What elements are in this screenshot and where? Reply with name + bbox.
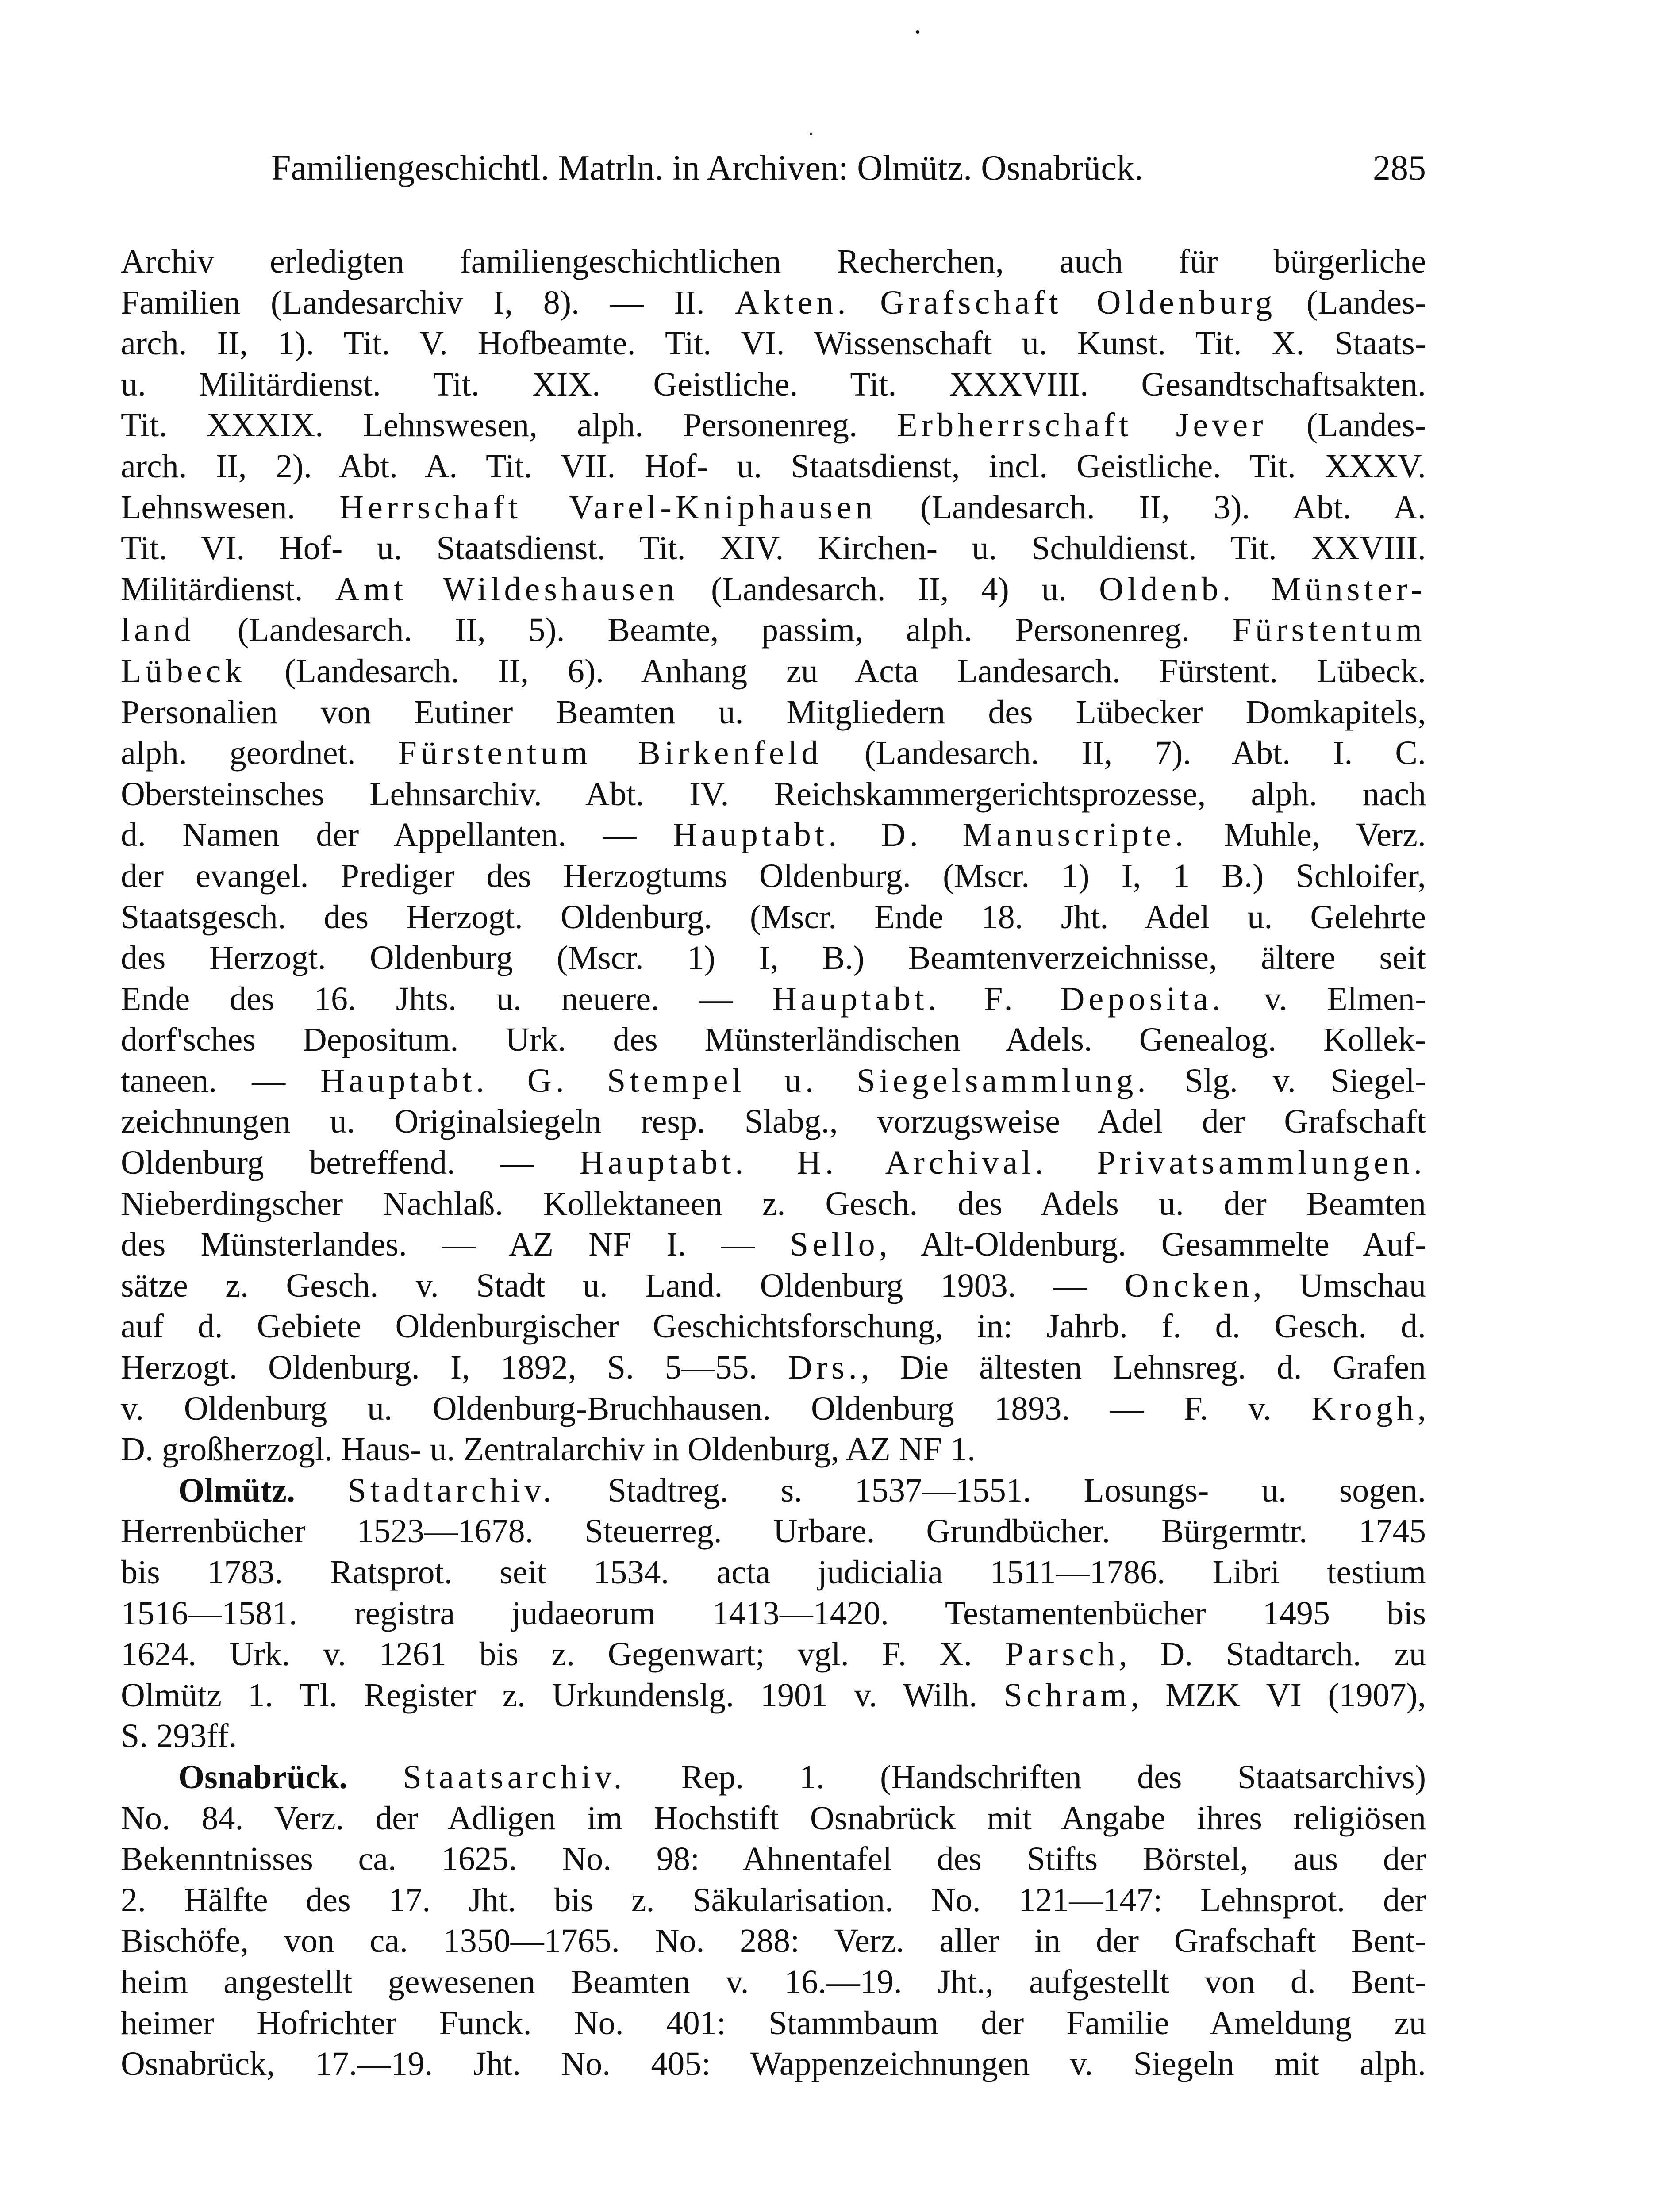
text-line bbox=[121, 487, 1426, 528]
spaced-emphasis: land bbox=[121, 611, 195, 649]
text-run: (Landes- bbox=[1276, 284, 1426, 321]
text-line bbox=[121, 774, 1426, 815]
text-line bbox=[121, 733, 1426, 774]
spaced-emphasis: Fürstentum bbox=[1232, 611, 1426, 649]
text-line bbox=[121, 1101, 1426, 1142]
text-run: v. Oldenburg u. Oldenburg-Bruchhausen. Oldenburg 1893. — F. v. bbox=[121, 1390, 1312, 1427]
text-run: , bbox=[1418, 1390, 1426, 1427]
spaced-emphasis: Hauptabt. D. Manuscripte. bbox=[672, 816, 1187, 854]
text-run: Tit. XXXIX. Lehnswesen, alph. Personenreg. bbox=[121, 407, 897, 444]
text-run: S. 293ff. bbox=[121, 1717, 237, 1755]
text-line bbox=[121, 446, 1426, 487]
text-line bbox=[121, 1183, 1426, 1225]
text-run: sätze z. Gesch. v. Stadt u. Land. Oldenburg 1903. — bbox=[121, 1267, 1125, 1304]
text-run: (Landesarch. II, 5). Beamte, passim, alph. Personenreg. bbox=[195, 611, 1233, 649]
spaced-emphasis: Lübeck bbox=[121, 652, 246, 690]
text-run: alph. geordnet. bbox=[121, 734, 398, 772]
paragraph-first-line bbox=[121, 1757, 1426, 1798]
text-run: 1624. Urk. v. 1261 bis z. Gegenwart; vgl. F. X. bbox=[121, 1636, 1005, 1673]
text-run: der evangel. Prediger des Herzogtums Oldenburg. (Mscr. 1) I, 1 B.) Schloifer, bbox=[121, 857, 1426, 895]
text-line bbox=[121, 937, 1426, 979]
text-line bbox=[121, 979, 1426, 1020]
place-heading: Olmütz. bbox=[178, 1471, 295, 1509]
spaced-emphasis: Stadtarchiv. bbox=[347, 1471, 556, 1509]
text-run: (Landesarch. II, 3). Abt. A. bbox=[876, 488, 1426, 526]
text-run bbox=[295, 1472, 348, 1509]
text-run: Militärdienst. bbox=[121, 570, 335, 608]
text-run: Slg. v. Siegel- bbox=[1149, 1062, 1426, 1099]
text-line bbox=[121, 856, 1426, 897]
text-run: des Herzogt. Oldenburg (Mscr. 1) I, B.) Beamtenverzeichnisse, ältere seit bbox=[121, 939, 1426, 977]
text-run: Bischöfe, von ca. 1350—1765. No. 288: Verz. aller in der Grafschaft Bent- bbox=[121, 1922, 1426, 1960]
page-header bbox=[121, 146, 1426, 190]
spaced-emphasis: Oldenb. Münster- bbox=[1099, 570, 1426, 608]
text-run: (Landesarch. II, 7). Abt. I. C. bbox=[822, 734, 1426, 772]
page-number: 285 bbox=[1373, 149, 1426, 188]
spaced-emphasis: Amt Wildeshausen bbox=[335, 570, 679, 608]
spaced-emphasis: Parsch bbox=[1005, 1636, 1119, 1673]
text-run: Familien (Landesarchiv I, 8). — II. bbox=[121, 284, 735, 321]
text-line bbox=[121, 323, 1426, 364]
text-run: heim angestellt gewesenen Beamten v. 16.—19. Jht., aufgestellt von d. Bent- bbox=[121, 1963, 1426, 2001]
text-line bbox=[121, 1962, 1426, 2003]
text-line bbox=[121, 814, 1426, 856]
spaced-emphasis: Staatsarchiv. bbox=[403, 1758, 626, 1796]
text-line bbox=[121, 1552, 1426, 1593]
spaced-emphasis: Krogh bbox=[1311, 1390, 1418, 1427]
text-run: Osnabrück, 17.—19. Jht. No. 405: Wappenzeichnungen v. Siegeln mit alph. bbox=[121, 2045, 1426, 2083]
text-line bbox=[121, 2043, 1426, 2085]
text-run: Lehnswesen. bbox=[121, 488, 340, 526]
text-run: arch. II, 2). Abt. A. Tit. VII. Hof- u. Staatsdienst, incl. Geistliche. Tit. XXXV. bbox=[121, 447, 1426, 485]
text-line bbox=[121, 569, 1426, 610]
text-run: (Landesarch. II, 4) u. bbox=[678, 570, 1099, 608]
text-run: Nieberdingscher Nachlaß. Kollektaneen z. Gesch. des Adels u. der Beamten bbox=[121, 1185, 1426, 1222]
spaced-emphasis: Schram bbox=[1003, 1676, 1131, 1714]
text-run: D. großherzogl. Haus- u. Zentralarchiv in Oldenburg, AZ NF 1. bbox=[121, 1431, 976, 1468]
text-line bbox=[121, 405, 1426, 446]
spaced-emphasis: Hauptabt. G. Stempel u. Siegelsammlung. bbox=[320, 1062, 1150, 1099]
text-run: (Landesarch. II, 6). Anhang zu Acta Landesarch. Fürstent. Lübeck. bbox=[246, 652, 1426, 690]
text-line bbox=[121, 1224, 1426, 1265]
text-run: (Landes- bbox=[1267, 407, 1426, 444]
text-run: Personalien von Eutiner Beamten u. Mitgliedern des Lübecker Domkapitels, bbox=[121, 693, 1426, 731]
text-run: u. Militärdienst. Tit. XIX. Geistliche. Tit. XXXVIII. Gesandtschaftsakten. bbox=[121, 365, 1426, 403]
scan-speck bbox=[916, 30, 919, 34]
text-run: Stadtreg. s. 1537—1551. Losungs- u. sogen. bbox=[555, 1471, 1426, 1509]
scan-speck bbox=[810, 133, 812, 135]
text-run: Muhle, Verz. bbox=[1187, 816, 1426, 854]
text-run: dorf'sches Depositum. Urk. des Münsterländischen Adels. Genealog. Kollek- bbox=[121, 1021, 1426, 1059]
text-run: , MZK VI (1907), bbox=[1130, 1676, 1426, 1714]
text-line bbox=[121, 364, 1426, 405]
text-run: Herzogt. Oldenburg. I, 1892, S. 5—55. bbox=[121, 1349, 788, 1386]
text-line bbox=[121, 1306, 1426, 1347]
text-line bbox=[121, 1593, 1426, 1634]
text-run: Ende des 16. Jhts. u. neuere. — bbox=[121, 980, 772, 1018]
text-line bbox=[121, 1675, 1426, 1716]
spaced-emphasis: Sello bbox=[789, 1226, 879, 1263]
spaced-emphasis: Herrschaft Varel-Kniphausen bbox=[339, 488, 876, 526]
text-line bbox=[121, 1060, 1426, 1102]
text-run: arch. II, 1). Tit. V. Hofbeamte. Tit. VI. Wissenschaft u. Kunst. Tit. X. Staats- bbox=[121, 325, 1426, 362]
text-run: Oldenburg betreffend. — bbox=[121, 1144, 580, 1182]
text-run: des Münsterlandes. — AZ NF I. — bbox=[121, 1226, 790, 1263]
text-line bbox=[121, 651, 1426, 692]
text-run: Obersteinsches Lehnsarchiv. Abt. IV. Reichskammergerichtsprozesse, alph. nach bbox=[121, 775, 1426, 813]
text-line bbox=[121, 528, 1426, 569]
text-run: Bekenntnisses ca. 1625. No. 98: Ahnentafel des Stifts Börstel, aus der bbox=[121, 1840, 1426, 1878]
spaced-emphasis: Oncken bbox=[1124, 1267, 1253, 1304]
text-run bbox=[347, 1759, 403, 1796]
running-title: Familiengeschichtl. Matrln. in Archiven: Olmütz. Osnabrück. bbox=[271, 149, 1143, 188]
spaced-emphasis: Hauptabt. F. Deposita. bbox=[772, 980, 1225, 1018]
text-line bbox=[121, 610, 1426, 651]
text-run: 2. Hälfte des 17. Jht. bis z. Säkularisation. No. 121—147: Lehnsprot. der bbox=[121, 1881, 1426, 1919]
body-text bbox=[121, 241, 1426, 2085]
paragraph-first-line bbox=[121, 1470, 1426, 1511]
text-line bbox=[121, 1429, 1426, 1470]
text-run: , Umschau bbox=[1253, 1267, 1426, 1304]
spaced-emphasis: Grafschaft Oldenburg bbox=[880, 284, 1276, 321]
text-run bbox=[850, 284, 880, 321]
text-line bbox=[121, 1347, 1426, 1388]
text-run: zeichnungen u. Originalsiegeln resp. Slabg., vorzugsweise Adel der Grafschaft bbox=[121, 1103, 1426, 1141]
text-run: Staatsgesch. des Herzogt. Oldenburg. (Mscr. Ende 18. Jht. Adel u. Gelehrte bbox=[121, 898, 1426, 936]
text-line bbox=[121, 1388, 1426, 1429]
text-line bbox=[121, 1019, 1426, 1060]
text-run: Olmütz 1. Tl. Register z. Urkundenslg. 1901 v. Wilh. bbox=[121, 1676, 1004, 1714]
text-line bbox=[121, 1920, 1426, 1962]
text-line bbox=[121, 2003, 1426, 2044]
text-line bbox=[121, 1511, 1426, 1552]
text-run: d. Namen der Appellanten. — bbox=[121, 816, 673, 854]
text-line bbox=[121, 1798, 1426, 1839]
text-run: Tit. VI. Hof- u. Staatsdienst. Tit. XIV. Kirchen- u. Schuldienst. Tit. XXVIII. bbox=[121, 530, 1426, 567]
text-line bbox=[121, 1142, 1426, 1183]
text-line bbox=[121, 1634, 1426, 1675]
spaced-emphasis: Fürstentum Birkenfeld bbox=[398, 734, 822, 772]
text-line bbox=[121, 1265, 1426, 1306]
text-line bbox=[121, 897, 1426, 938]
text-run: No. 84. Verz. der Adligen im Hochstift Osnabrück mit Angabe ihres religiösen bbox=[121, 1799, 1426, 1837]
spaced-emphasis: Erbherrschaft Jever bbox=[897, 407, 1267, 444]
text-run: heimer Hofrichter Funck. No. 401: Stammbaum der Familie Ameldung zu bbox=[121, 2004, 1426, 2042]
spaced-emphasis: Hauptabt. H. Archival. Privatsammlungen. bbox=[579, 1144, 1426, 1182]
text-run: v. Elmen- bbox=[1224, 980, 1426, 1018]
place-heading: Osnabrück. bbox=[178, 1758, 348, 1796]
text-line bbox=[121, 282, 1426, 323]
text-run: 1516—1581. registra judaeorum 1413—1420. Testamentenbücher 1495 bis bbox=[121, 1594, 1426, 1632]
spaced-emphasis: Drs. bbox=[788, 1349, 861, 1386]
text-run: , Alt-Oldenburg. Gesammelte Auf- bbox=[879, 1226, 1426, 1263]
text-line bbox=[121, 241, 1426, 282]
text-line bbox=[121, 1839, 1426, 1880]
text-run: bis 1783. Ratsprot. seit 1534. acta judicialia 1511—1786. Libri testium bbox=[121, 1554, 1426, 1591]
text-run: Rep. 1. (Handschriften des Staatsarchivs) bbox=[626, 1758, 1426, 1796]
spaced-emphasis: Akten. bbox=[735, 284, 850, 321]
text-line bbox=[121, 1880, 1426, 1921]
text-run: Herrenbücher 1523—1678. Steuerreg. Urbare. Grundbücher. Bürgermtr. 1745 bbox=[121, 1513, 1426, 1550]
text-run: Archiv erledigten familiengeschichtlichen Recherchen, auch für bürgerliche bbox=[121, 243, 1426, 280]
text-run: , D. Stadtarch. zu bbox=[1118, 1636, 1426, 1673]
text-line bbox=[121, 692, 1426, 733]
text-run: , Die ältesten Lehnsreg. d. Grafen bbox=[861, 1349, 1426, 1386]
text-run: taneen. — bbox=[121, 1062, 321, 1099]
text-line bbox=[121, 1716, 1426, 1757]
text-run: auf d. Gebiete Oldenburgischer Geschichtsforschung, in: Jahrb. f. d. Gesch. d. bbox=[121, 1308, 1426, 1345]
